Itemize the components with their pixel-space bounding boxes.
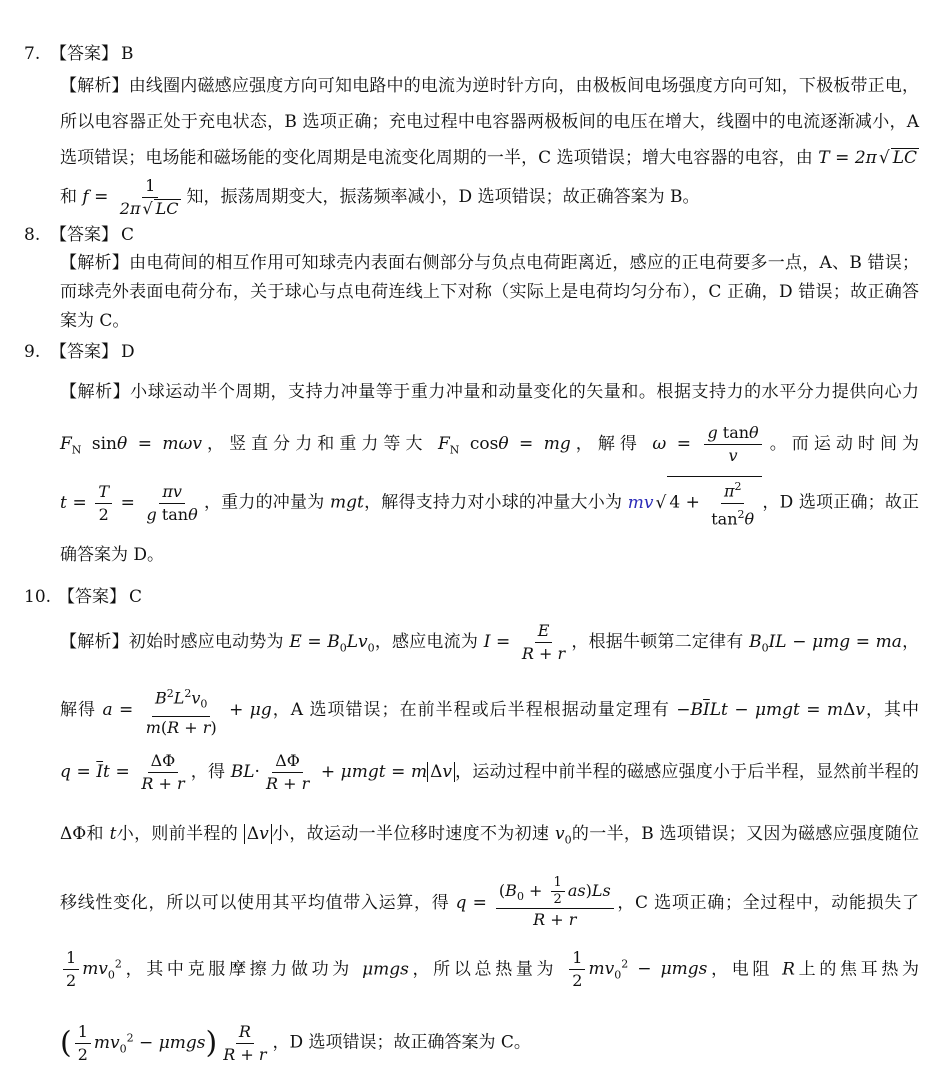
q9-text-7: ，D 选项正确；故正确答案为 D。: [60, 492, 920, 566]
q7-number: 7.: [24, 44, 41, 64]
q10-formula-abs-delta-v: Δv: [244, 824, 272, 844]
q10-formula-emf: $E = B_0Lv_0$: [289, 632, 375, 655]
q8-text-1: 由电荷间的相互作用可知球壳内表面右侧部分与负点电荷距离近，感应的正电荷要多一点，A、B 错误；而球壳外表面电荷分布，关于球心与点电荷连线上下对称（实际上是电荷均匀分布），C 正确，D 错误；故正确答案为 C。: [60, 253, 920, 331]
q10-formula-t: t: [109, 824, 117, 845]
q10-formula-result: BL· $\frac{\Delta\Phi}{R + r}$ + μmgt = m Δv: [231, 762, 455, 782]
q9-formula-support-impulse: mv √ 4 + $\frac{\pi^2}{\tan^2\theta}$: [628, 493, 762, 513]
q9-text-2: ，竖直分力和重力等大: [201, 434, 428, 454]
q10-text-7: ，得: [190, 762, 226, 783]
q8-header: [24, 221, 919, 249]
q7-answer-value: B: [121, 44, 134, 64]
q10-text-11: 小，故运动一半位移时速度不为初速: [271, 824, 550, 845]
q8-answer-value: C: [121, 225, 135, 245]
q9-analysis: [60, 366, 919, 581]
q9-number: 9.: [24, 342, 41, 362]
q9-text-5: ，重力的冲量为: [203, 492, 325, 513]
q10-answer-value: C: [129, 587, 143, 608]
q9-text-6: ，解得支持力对小球的冲量大小为: [363, 492, 623, 513]
q10-answer-label: 【答案】: [58, 587, 126, 608]
q9-text-3: ，解得: [570, 434, 642, 454]
q10-number: 10.: [24, 587, 52, 608]
q7-text-2: 和: [60, 187, 77, 207]
q10-analysis-label: 【解析】: [60, 632, 129, 653]
q10-formula-total-heat: $\frac{1}{2}$ $mv_0^2 - \mu mgs$: [566, 959, 707, 979]
q10-text-3: ，根据牛顿第二定律有: [571, 632, 744, 653]
q10-text-13: ，C 选项正确；全过程中，动能损失了: [616, 892, 920, 913]
q10-text-2: ，感应电流为: [374, 632, 479, 653]
q10-formula-newton: $B_0IL - \mu mg$ = ma: [749, 632, 902, 655]
q10-formula-q-average: q = ($B_0$ + $\frac{1}{2}$ as)Ls R + r: [456, 893, 617, 913]
q8-answer-label: 【答案】: [50, 225, 118, 245]
q7-text-3: 知，振荡周期变大，振荡频率减小，D 选项错误；故正确答案为 B。: [186, 187, 700, 207]
q10-formula-momentum: $-B\overline{I}Lt - \mu mgt = m\Delta v$: [676, 700, 865, 721]
q10-text-14: ，其中克服摩擦力做功为: [121, 959, 353, 980]
q10-analysis: [60, 611, 919, 1080]
q10-formula-ke-loss: $\frac{1}{2}$ $mv_0^2$: [60, 959, 122, 979]
q9-answer-value: D: [121, 342, 135, 362]
q7-text-1: 由线圈内磁感应强度方向可知电路中的电流为逆时针方向，由极板间电场强度方向可知，下极板带正电，所以电容器正处于充电状态，B 选项正确；充电过程中电容器两极板间的电压在增大，线圈中的电流逐渐减小，A 选项错误；电场能和磁场能的变化周期是电流变化周期的一半，C 选项错误；增大电容器的电容，由: [60, 76, 920, 168]
q9-analysis-label: 【解析】: [60, 382, 131, 402]
q10-text-4: ，解得: [60, 632, 920, 721]
q9-answer-label: 【答案】: [50, 342, 118, 362]
q10-text-12: 的一半，B 选项错误；又因为磁感应强度随位移线性变化，所以可以使用其平均值带入运算，得: [60, 824, 920, 913]
q10-formula-r: R: [782, 959, 795, 980]
q7-answer-label: 【答案】: [50, 44, 118, 64]
q10-text-17: 上的焦耳热为: [794, 959, 920, 980]
q9-formula-time: t = $\frac{T}{2}$ = $\frac{\pi v}{\text{g tanθ}}$: [60, 481, 198, 524]
q7-formula-frequency: f = $\frac{1}{2\pi √ LC}$: [82, 176, 179, 218]
q9-formula-gravity-impulse: mgt: [330, 492, 364, 513]
q10-text-5: ，A 选项错误；在前半程或后半程根据动量定理有: [271, 700, 670, 721]
q10-text-15: ，所以总热量为: [408, 959, 558, 980]
q8-analysis: [60, 249, 919, 336]
q9-formula-omega: ω = $\frac{\text{g tanθ}}{v}$: [652, 434, 764, 454]
q10-formula-current: I = $\frac{E}{R + r}$: [483, 621, 566, 664]
q10-text-16: ，电阻: [707, 959, 774, 980]
q8-number: 8.: [24, 225, 41, 245]
q7-header: [24, 40, 919, 68]
q10-text-10: 小，则前半程的: [116, 824, 239, 845]
q10-formula-delta-phi: ΔΦ: [60, 824, 87, 845]
q7-formula-period: T = 2π √ LC: [818, 148, 917, 168]
q8-analysis-label: 【解析】: [60, 253, 130, 273]
q9-formula-vertical: $F_N$ cosθ = mg: [437, 434, 571, 457]
q10-header: [24, 583, 919, 611]
q9-text-1: 小球运动半个周期，支持力冲量等于重力冲量和动量变化的矢量和。根据支持力的水平分力提供向心力: [130, 382, 920, 402]
q9-formula-centripetal: $F_N$ sinθ = mωv: [60, 434, 202, 457]
q10-formula-joule-heat: ( $\frac{1}{2}$ $mv_0^2 - \mu mgs$) $\frac{R}{R + r}$: [60, 1021, 267, 1064]
q10-text-18: ，D 选项错误；故正确答案为 C。: [272, 1032, 531, 1053]
q10-text-9: 和: [86, 824, 104, 845]
q7-analysis: [60, 68, 919, 219]
q7-analysis-label: 【解析】: [60, 76, 129, 96]
q10-text-6: ，其中: [864, 700, 920, 721]
q9-header: [24, 338, 919, 366]
q10-formula-v0: $v_0$: [554, 824, 572, 847]
q9-text-4: 。而运动时间为: [764, 434, 920, 454]
q10-text-1: 初始时感应电动势为: [128, 632, 284, 653]
q10-text-8: ，运动过程中前半程的磁感应强度小于后半程，显然前半程的: [455, 762, 919, 783]
q10-formula-acceleration: a = $\frac{B^2L^2v_0}{m(R + r)}$ + μg: [102, 700, 271, 720]
q10-formula-charge: $q = \overline{I}t$ = $\frac{\Delta\Phi}{R + r}$: [60, 751, 185, 794]
q10-formula-friction-work: μmgs: [362, 959, 409, 980]
